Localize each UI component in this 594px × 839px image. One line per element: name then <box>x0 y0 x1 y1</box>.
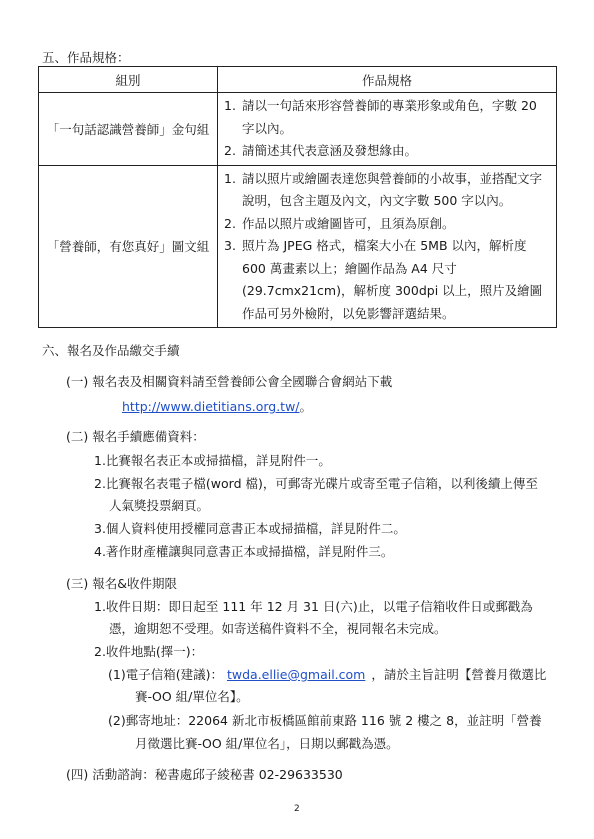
page-number: 2 <box>294 804 300 814</box>
deadline-line: 憑，逾期恕不受理。如寄送稿件資料不全，視同報名未完成。 <box>109 621 447 636</box>
spec-item: 1. 請以一句話來形容營養師的專業形象或角色，字數 20 字以內。 <box>224 98 537 136</box>
spec-item: 3. 照片為 JPEG 格式，檔案大小在 5MB 以內，解析度 600 萬畫素以上；繪圖作品為 A4 尺寸 (29.7cmx21cm)，解析度 300dpi 以上，照片及繪圖作品可另外檢附，以免影響評選結果。 <box>224 238 543 321</box>
table-row <box>39 93 557 166</box>
mail-address-line: 月徵選比賽-OO 組/單位名」，日期以郵戳為憑。 <box>135 736 399 751</box>
paragraph-deadline: (三) 報名&收件期限 <box>66 576 177 591</box>
spec-cell <box>218 93 557 166</box>
list-item-continuation: 人氣獎投票網頁。 <box>109 498 210 513</box>
section5-heading: 五、作品規格： <box>42 50 130 65</box>
spec-table <box>38 66 557 328</box>
spec-cell <box>218 165 557 328</box>
spec-item: 1. 請以照片或繪圖表達您與營養師的小故事，並搭配文字說明，包含主題及內文，內文字數 500 字以內。 <box>224 170 543 208</box>
table-header-spec: 作品規格 <box>218 67 557 93</box>
email-line-continuation: 賽-OO 組/單位名】。 <box>135 689 249 704</box>
table-row <box>39 165 557 328</box>
group-cell: 「營養師，有您真好」圖文組 <box>39 165 218 328</box>
list-item: 3.個人資料使用授權同意書正本或掃描檔，詳見附件二。 <box>94 521 406 536</box>
group-cell: 「一句話認識營養師」金句組 <box>39 93 218 166</box>
email-line: (1)電子信箱(建議)： twda.ellie@gmail.com ，請於主旨註明【營養月徵選比 <box>108 667 547 682</box>
email-link[interactable]: twda.ellie@gmail.com <box>226 667 366 682</box>
mail-address-line: (2)郵寄地址：22064 新北市板橋區館前東路 116 號 2 樓之 8，並註明「營養 <box>108 713 542 728</box>
website-link[interactable]: http://www.dietitians.org.tw/ <box>122 399 300 414</box>
table-header-group: 組別 <box>39 67 218 93</box>
paragraph-required-docs: (二) 報名手續應備資料： <box>66 429 205 444</box>
list-item: 4.著作財產權讓與同意書正本或掃描檔，詳見附件三。 <box>94 544 394 559</box>
spec-item: 2. 作品以照片或繪圖皆可，且須為原創。 <box>224 215 455 231</box>
deadline-line: 1.收件日期：即日起至 111 年 12 月 31 日(六)止，以電子信箱收件日或郵戳為 <box>94 599 533 614</box>
list-item: 1.比賽報名表正本或掃描檔，詳見附件一。 <box>94 453 331 468</box>
spec-item: 2. 請簡述其代表意涵及發想緣由。 <box>224 143 418 158</box>
download-link-line: http://www.dietitians.org.tw/。 <box>122 399 313 414</box>
paragraph-contact: (四) 活動諮詢：秘書處邱子綾秘書 02-29633530 <box>66 767 343 782</box>
table-header-row <box>39 67 557 93</box>
section6-heading: 六、報名及作品繳交手續 <box>42 343 180 358</box>
list-item: 2.比賽報名表電子檔(word 檔)，可郵寄光碟片或寄至電子信箱，以利後續上傳至 <box>94 476 538 491</box>
submission-place-label: 2.收件地點(擇一)： <box>94 644 204 659</box>
paragraph-download: (一) 報名表及相關資料請至營養師公會全國聯合會網站下載 <box>66 374 393 389</box>
